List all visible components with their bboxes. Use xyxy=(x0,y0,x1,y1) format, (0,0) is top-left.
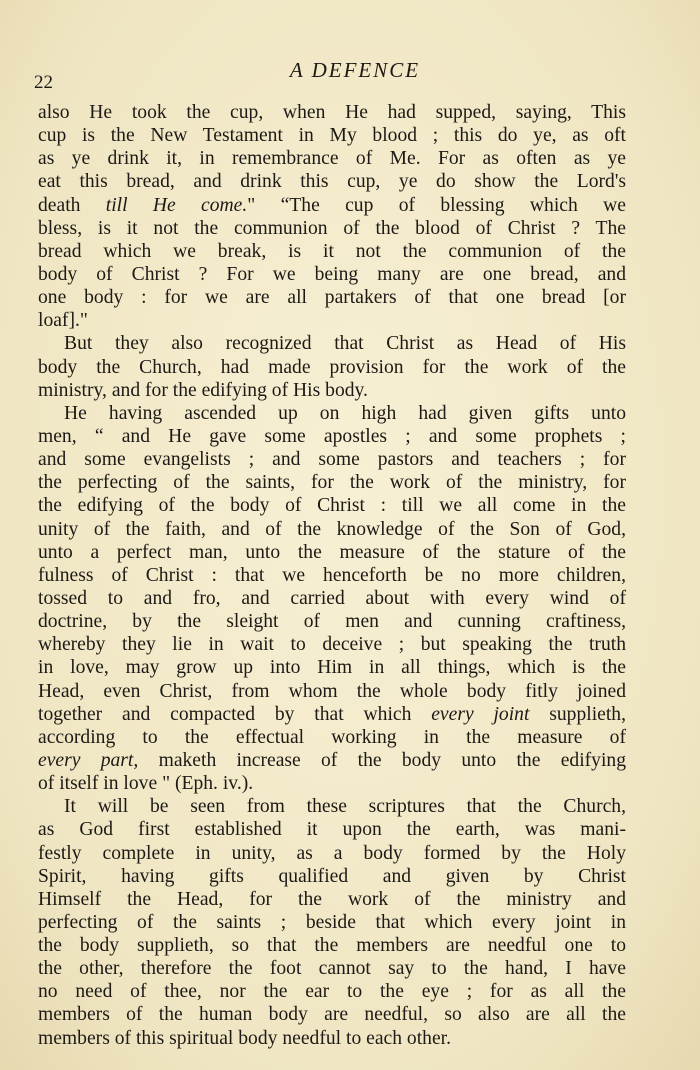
text-segment: as ye drink it, in remembrance of Me. For as often as ye xyxy=(38,148,626,170)
text-segment: supplieth, xyxy=(529,703,626,725)
text-line xyxy=(38,101,626,124)
text-line xyxy=(38,356,626,379)
text-line xyxy=(38,217,626,240)
text-segment: eat this bread, and drink this cup, ye do show the Lord's xyxy=(38,171,626,193)
page-number: 22 xyxy=(34,72,53,93)
text-segment: the edifying of the body of Christ : till we all come in the xyxy=(38,495,626,517)
text-segment: festly complete in unity, as a body formed by the Holy xyxy=(38,842,626,864)
text-segment: the body supplieth, so that the members are needful one to xyxy=(38,935,626,957)
text-line xyxy=(38,934,626,957)
text-segment: Himself the Head, for the work of the ministry and xyxy=(38,888,626,910)
text-line xyxy=(38,309,626,332)
text-segment: maketh increase of the body unto the edifying xyxy=(138,749,626,771)
text-line xyxy=(38,332,626,355)
text-line xyxy=(38,703,626,726)
text-line xyxy=(38,587,626,610)
text-line xyxy=(38,263,626,286)
text-line xyxy=(38,286,626,309)
text-line xyxy=(38,448,626,471)
text-segment: doctrine, by the sleight of men and cunning craftiness, xyxy=(38,611,626,633)
text-segment: unto a perfect man, unto the measure of the stature of the xyxy=(38,541,626,563)
text-segment: bless, is it not the communion of the blood of Christ ? The xyxy=(38,217,626,239)
text-line xyxy=(38,194,626,217)
text-line xyxy=(38,726,626,749)
text-line xyxy=(38,772,626,795)
text-segment: in love, may grow up into Him in all things, which is the xyxy=(38,657,626,679)
text-segment: cup is the New Testament in My blood ; this do ye, as oft xyxy=(38,125,626,147)
text-line xyxy=(38,749,626,772)
text-segment: and some evangelists ; and some pastors and teachers ; for xyxy=(38,449,626,471)
text-segment: " “The cup of blessing which we xyxy=(247,194,626,216)
text-line xyxy=(38,818,626,841)
text-line xyxy=(38,842,626,865)
text-line xyxy=(38,795,626,818)
text-segment: perfecting of the saints ; beside that which every joint in xyxy=(38,911,626,933)
text-segment: body the Church, had made provision for the work of the xyxy=(38,356,626,378)
text-line xyxy=(38,402,626,425)
body-text xyxy=(38,101,626,1050)
text-segment: body of Christ ? For we being many are one bread, and xyxy=(38,263,626,285)
text-segment: tossed to and fro, and carried about with every wind of xyxy=(38,587,626,609)
running-title: A DEFENCE xyxy=(289,58,421,82)
text-segment: according to the effectual working in the measure of xyxy=(38,726,626,748)
text-segment: as God first established it upon the earth, was mani- xyxy=(38,819,626,841)
text-segment: loaf]." xyxy=(38,310,88,332)
italic-text: every part, xyxy=(38,749,139,771)
text-line xyxy=(38,471,626,494)
text-line xyxy=(38,425,626,448)
text-line xyxy=(38,957,626,980)
text-segment: no need of thee, nor the ear to the eye ; for as all the xyxy=(38,981,626,1003)
text-segment: He having ascended up on high had given gifts unto xyxy=(64,402,626,424)
text-line xyxy=(38,911,626,934)
text-line xyxy=(38,494,626,517)
text-line xyxy=(38,865,626,888)
text-segment: together and compacted by that which xyxy=(38,703,432,725)
text-segment: one body : for we are all partakers of that one bread [or xyxy=(38,287,626,309)
text-segment: But they also recognized that Christ as Head of His xyxy=(64,333,626,355)
text-line xyxy=(38,240,626,263)
text-segment: members of the human body are needful, so also are all the xyxy=(38,1004,626,1026)
text-segment: Spirit, having gifts qualified and given by Christ xyxy=(38,865,626,887)
text-segment: ministry, and for the edifying of His body. xyxy=(38,379,368,401)
text-line xyxy=(38,147,626,170)
text-line xyxy=(38,541,626,564)
text-line xyxy=(38,1003,626,1026)
text-segment: death xyxy=(38,194,106,216)
text-segment: It will be seen from these scriptures that the Church, xyxy=(64,796,626,818)
text-segment: bread which we break, is it not the communion of the xyxy=(38,240,626,262)
text-line xyxy=(38,379,626,402)
text-line xyxy=(38,980,626,1003)
text-line xyxy=(38,680,626,703)
text-line xyxy=(38,656,626,679)
text-line xyxy=(38,1027,626,1050)
text-segment: men, “ and He gave some apostles ; and some prophets ; xyxy=(38,425,626,447)
text-segment: whereby they lie in wait to deceive ; but speaking the truth xyxy=(38,634,626,656)
text-segment: the other, therefore the foot cannot say to the hand, I have xyxy=(38,958,626,980)
text-line xyxy=(38,518,626,541)
text-line xyxy=(38,564,626,587)
italic-text: every joint xyxy=(431,703,530,725)
text-segment: the perfecting of the saints, for the work of the ministry, for xyxy=(38,472,626,494)
text-segment: unity of the faith, and of the knowledge of the Son of God, xyxy=(38,518,626,540)
text-line xyxy=(38,888,626,911)
italic-text: till He come. xyxy=(105,194,248,216)
text-line xyxy=(38,633,626,656)
text-line xyxy=(38,170,626,193)
text-segment: of itself in love " (Eph. iv.). xyxy=(38,773,254,795)
text-segment: members of this spiritual body needful to each other. xyxy=(38,1027,451,1049)
text-segment: Head, even Christ, from whom the whole body fitly joined xyxy=(38,680,626,702)
text-segment: also He took the cup, when He had supped, saying, This xyxy=(38,102,626,123)
text-line xyxy=(38,124,626,147)
text-segment: fulness of Christ : that we henceforth be no more children, xyxy=(38,564,626,586)
text-line xyxy=(38,610,626,633)
